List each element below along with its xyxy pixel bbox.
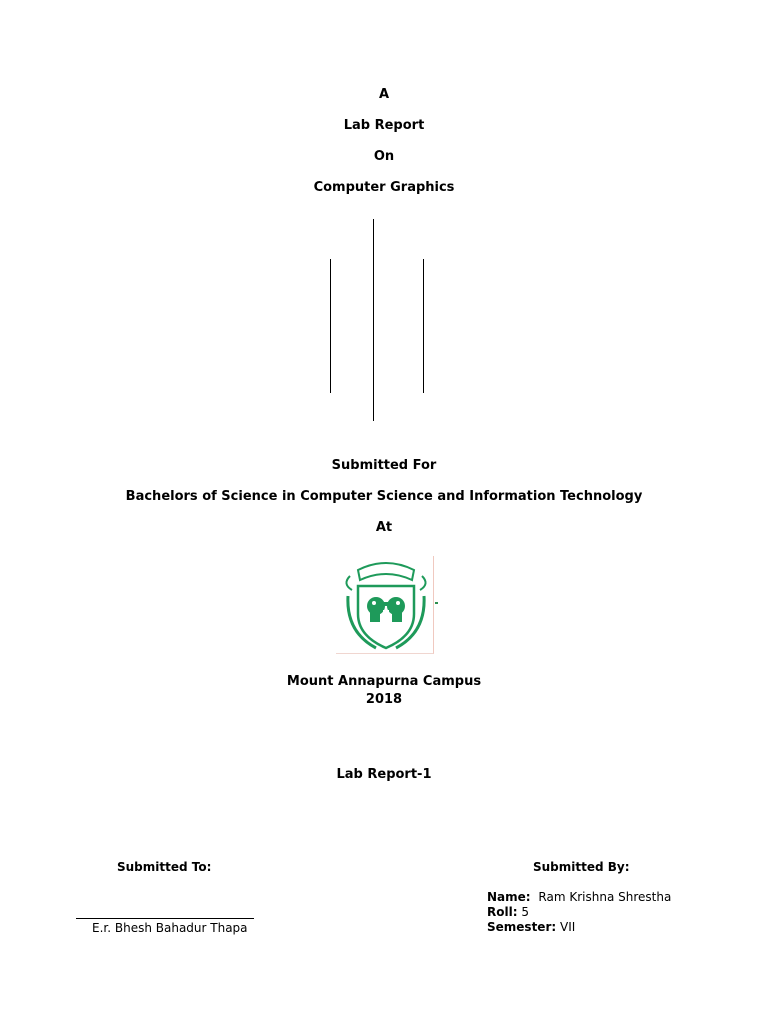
decorative-dot: [435, 602, 438, 604]
title-line-lab-report: Lab Report: [343, 118, 425, 133]
degree-name: Bachelors of Science in Computer Science and Information Technology: [125, 489, 643, 504]
submitted-to-heading: Submitted To:: [117, 860, 212, 874]
name-value: Ram Krishna Shrestha: [538, 890, 672, 904]
student-name-row: [487, 890, 671, 904]
title-line-on: On: [373, 149, 395, 164]
at-label: At: [375, 520, 393, 535]
semester-value: VII: [560, 920, 576, 934]
campus-crest-icon: [336, 556, 436, 654]
report-number: Lab Report-1: [336, 767, 432, 782]
campus-year: 2018: [365, 692, 403, 707]
right-divider-line: [423, 259, 424, 393]
supervisor-name: E.r. Bhesh Bahadur Thapa: [92, 921, 248, 935]
name-label: Name:: [487, 890, 531, 904]
signature-line: [76, 918, 254, 919]
student-semester-row: [487, 920, 575, 934]
left-divider-line: [330, 259, 331, 393]
roll-label: Roll:: [487, 905, 518, 919]
campus-name: Mount Annapurna Campus: [286, 674, 482, 689]
title-line-subject: Computer Graphics: [313, 180, 455, 195]
center-divider-line: [373, 219, 374, 421]
semester-label: Semester:: [487, 920, 557, 934]
student-roll-row: [487, 905, 529, 919]
title-line-a: A: [378, 87, 390, 102]
submitted-by-heading: Submitted By:: [533, 860, 630, 874]
submitted-for-label: Submitted For: [331, 458, 437, 473]
roll-value: 5: [521, 905, 529, 919]
